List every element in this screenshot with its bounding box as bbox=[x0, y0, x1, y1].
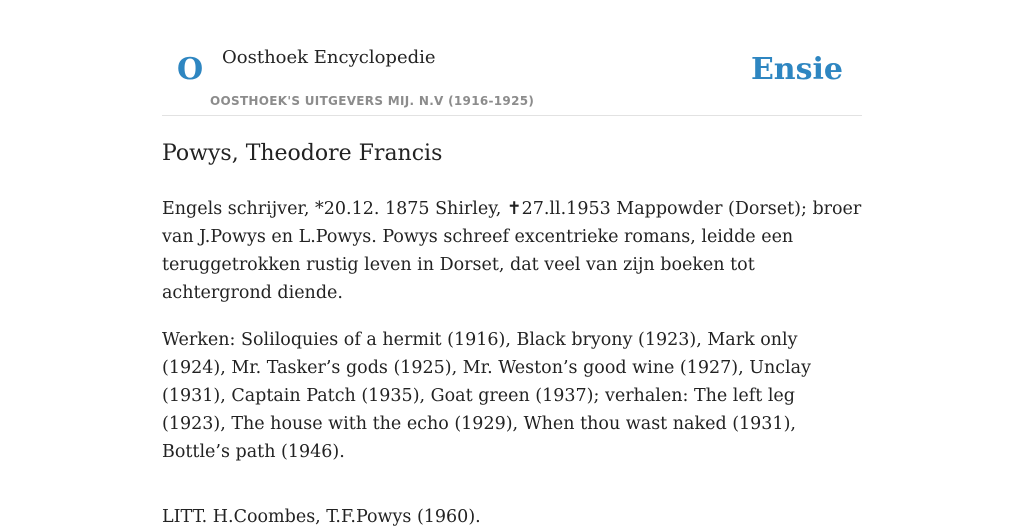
entry-paragraph-works: Werken: Soliloquies of a hermit (1916), Black bryony (1923), Mark only (1924), Mr. Tasker’s gods (1925), Mr. Weston’s good wine (1927), Unclay (1931), Captain Patch (1935), Goat green (1937); verhalen: The left leg (1923), The house with the echo (1929), When thou wast naked (1931), Bottle’s path (1946). bbox=[162, 330, 811, 462]
header bbox=[162, 40, 862, 116]
encyclopedia-logo-icon[interactable]: O bbox=[177, 52, 204, 87]
publisher-subtitle: OOSTHOEK'S UITGEVERS MIJ. N.V (1916-1925) bbox=[210, 94, 535, 108]
entry-paragraph-biography: Engels schrijver, *20.12. 1875 Shirley, ✝27.ll.1953 Mappowder (Dorset); broer van J.Powys en L.Powys. Powys schreef excentrieke romans, leidde een teruggetrokken rustig leven in Dorset, dat veel van zijn boeken tot achtergrond diende. bbox=[162, 199, 862, 303]
entry-literature: LITT. H.Coombes, T.F.Powys (1960). bbox=[162, 507, 481, 527]
encyclopedia-title[interactable]: Oosthoek Encyclopedie bbox=[222, 47, 436, 68]
entry-content bbox=[162, 138, 864, 531]
ensie-brand-link[interactable]: Ensie bbox=[750, 52, 843, 87]
entry-title: Powys, Theodore Francis bbox=[162, 141, 443, 166]
